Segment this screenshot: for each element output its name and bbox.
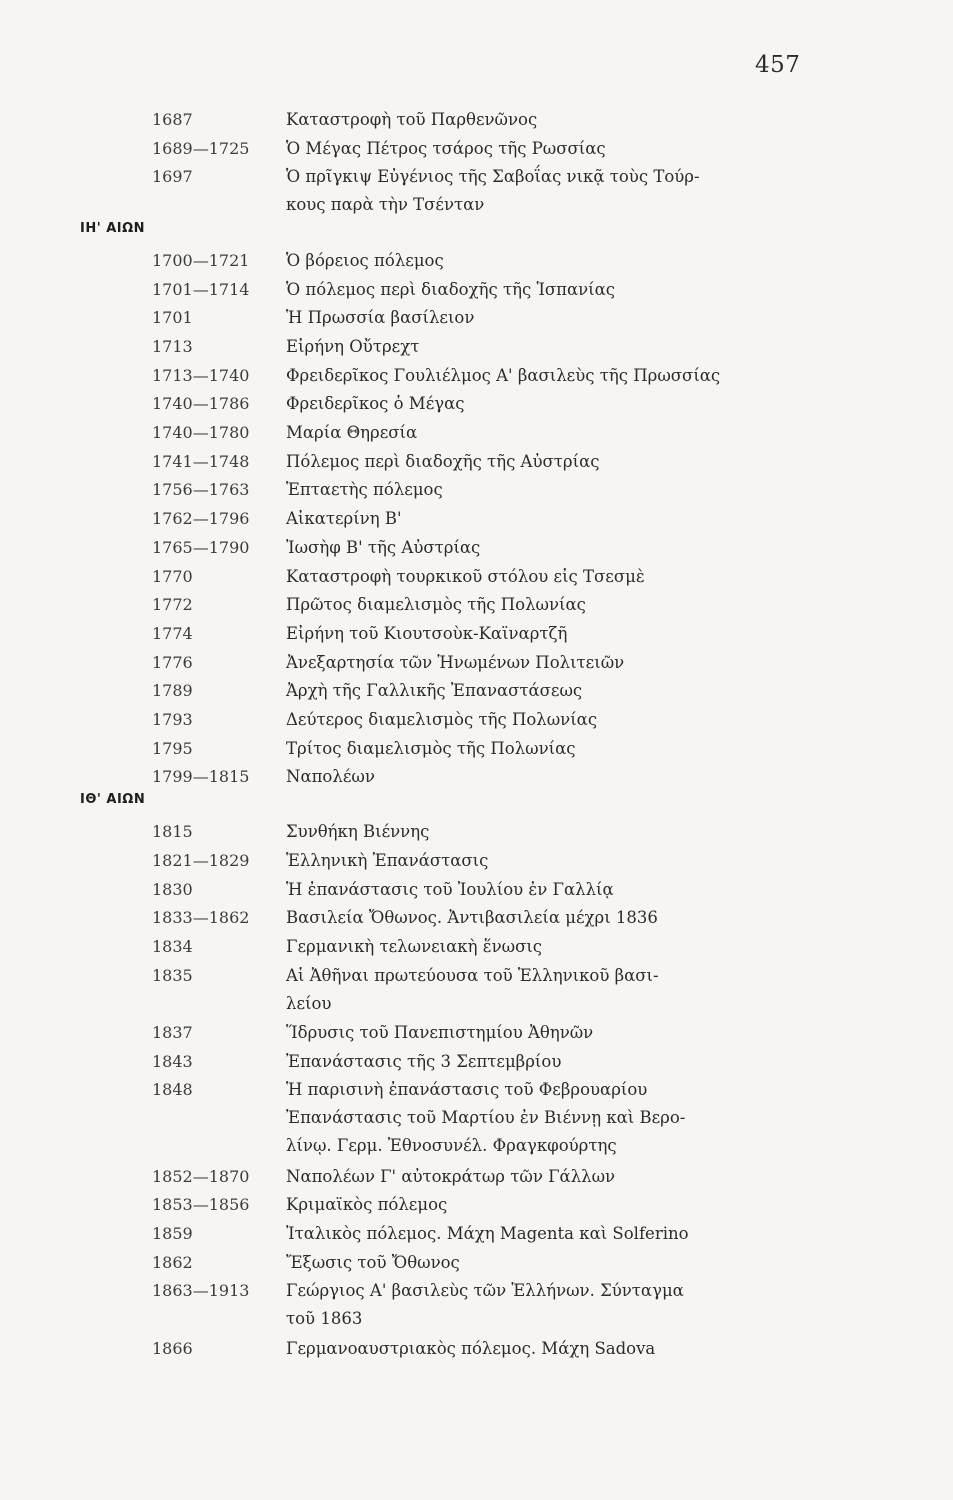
event-line: Γερμανικὴ τελωνειακὴ ἕνωσις: [286, 936, 543, 956]
entry-event: [286, 1191, 846, 1219]
event-line: Ἰταλικὸς πόλεμος. Μάχη Magenta καὶ Solferino: [286, 1223, 689, 1243]
entry-event: [286, 1249, 846, 1277]
event-line: Ἀρχὴ τῆς Γαλλικῆς Ἐπαναστάσεως: [286, 681, 583, 701]
entry-event: [286, 106, 846, 134]
entry-event: [286, 304, 846, 332]
entry-date: 1741—1748: [152, 451, 250, 471]
entry-event: [286, 247, 846, 275]
entry-date: 1776: [152, 652, 193, 672]
entry-event: [286, 620, 846, 648]
entry-event: [286, 1335, 846, 1363]
event-line: Καταστροφὴ τοῦ Παρθενῶνος: [286, 110, 538, 129]
entry-date: 1770: [152, 566, 193, 586]
entry-date: 1815: [152, 822, 193, 842]
entry-event: [286, 1076, 846, 1160]
entry-event: [286, 1277, 846, 1333]
event-line: Ἡ ἐπανάστασις τοῦ Ἰουλίου ἐν Γαλλίᾳ: [286, 879, 614, 899]
event-line: Ἵδρυσις τοῦ Πανεπιστημίου Ἀθηνῶν: [286, 1023, 594, 1042]
entry-event: [286, 276, 846, 304]
entry-date: 1862: [152, 1252, 193, 1272]
section-heading: ΙΗ' ΑΙΩΝ: [80, 220, 146, 236]
event-line: Ἐπανάστασις τῆς 3 Σεπτεμβρίου: [286, 1051, 562, 1071]
event-line: Ἰωσὴφ Β' τῆς Αὐστρίας: [286, 537, 481, 557]
event-line: Ἔξωσις τοῦ Ὄθωνος: [286, 1252, 460, 1272]
entry-date: 1762—1796: [152, 509, 250, 529]
entry-event: [286, 476, 846, 504]
event-line: Εἰρήνη Οὔτρεχτ: [286, 336, 420, 356]
entry-event: [286, 847, 846, 875]
entry-date: 1689—1725: [152, 138, 250, 158]
entry-date: 1687: [152, 110, 193, 129]
entry-event: [286, 448, 846, 476]
entry-date: 1700—1721: [152, 250, 250, 270]
entry-date: 1799—1815: [152, 767, 250, 787]
entry-event: [286, 1220, 846, 1248]
event-line: Αἰκατερίνη Β': [286, 509, 402, 529]
event-line: Ἑλληνικὴ Ἐπανάστασις: [286, 850, 489, 870]
event-line: Ἑπταετὴς πόλεμος: [286, 480, 443, 500]
entry-event: [286, 904, 846, 932]
entry-event: [286, 1048, 846, 1076]
entry-date: 1863—1913: [152, 1281, 250, 1301]
entry-event: [286, 876, 846, 904]
entry-event: [286, 933, 846, 961]
entry-date: 1740—1780: [152, 423, 250, 442]
section-heading: ΙΘ' ΑΙΩΝ: [80, 792, 146, 808]
entry-event: [286, 962, 846, 1018]
entry-date: 1833—1862: [152, 908, 250, 928]
entry-event: [286, 1019, 846, 1047]
entry-event: [286, 362, 846, 390]
event-line: Φρειδερῖκος Γουλιέλμος Α' βασιλεὺς τῆς Πρωσσίας: [286, 365, 721, 385]
entry-date: 1740—1786: [152, 394, 250, 414]
entry-date: 1853—1856: [152, 1195, 250, 1215]
event-line: Καταστροφὴ τουρκικοῦ στόλου εἰς Τσεσμὲ: [286, 566, 645, 586]
entry-event: [286, 706, 846, 734]
entry-date: 1789: [152, 681, 193, 701]
entry-date: 1701—1714: [152, 279, 250, 299]
event-line: Ὁ πόλεμος περὶ διαδοχῆς τῆς Ἱσπανίας: [286, 279, 616, 299]
entry-date: 1859: [152, 1223, 193, 1243]
event-line: κους παρὰ τὴν Τσένταν: [286, 195, 485, 215]
event-line: Ἡ Πρωσσία βασίλειον: [286, 308, 475, 328]
entry-date: 1835: [152, 965, 193, 985]
event-line: Ἐπανάστασις τοῦ Μαρτίου ἐν Βιέννῃ καὶ Βερο-: [286, 1108, 686, 1128]
event-line: Ἡ παρισινὴ ἐπανάστασις τοῦ Φεβρουαρίου: [286, 1080, 648, 1100]
entry-event: [286, 534, 846, 562]
entry-event: [286, 563, 846, 591]
entry-event: [286, 818, 846, 846]
event-line: λίνῳ. Γερμ. Ἐθνοσυνέλ. Φραγκφούρτης: [286, 1136, 617, 1156]
event-line: Ναπολέων: [286, 767, 375, 787]
event-line: Βασιλεία Ὄθωνος. Ἀντιβασιλεία μέχρι 1836: [286, 908, 658, 928]
entry-date: 1701: [152, 308, 193, 328]
entry-date: 1837: [152, 1023, 193, 1042]
event-line: Ἀνεξαρτησία τῶν Ἡνωμένων Πολιτειῶν: [286, 652, 625, 672]
event-line: Ὁ πρῖγκιψ Εὐγένιος τῆς Σαβοΐας νικᾷ τοὺς Τούρ-: [286, 167, 700, 187]
entry-date: 1713—1740: [152, 365, 250, 385]
event-line: Τρίτος διαμελισμὸς τῆς Πολωνίας: [286, 738, 576, 758]
event-line: Συνθήκη Βιέννης: [286, 822, 430, 842]
entry-date: 1772: [152, 595, 193, 615]
event-line: Ναπολέων Γ' αὐτοκράτωρ τῶν Γάλλων: [286, 1166, 616, 1186]
entry-event: [286, 163, 846, 219]
entry-event: [286, 649, 846, 677]
entry-event: [286, 419, 846, 447]
entry-date: 1866: [152, 1338, 193, 1358]
event-line: λείου: [286, 993, 332, 1013]
entry-date: 1830: [152, 879, 193, 899]
entry-date: 1793: [152, 710, 193, 729]
event-line: Κριμαϊκὸς πόλεμος: [286, 1195, 448, 1215]
entry-date: 1765—1790: [152, 537, 250, 557]
page-number: 457: [755, 52, 801, 78]
entry-event: [286, 735, 846, 763]
entry-date: 1821—1829: [152, 850, 250, 870]
entry-event: [286, 677, 846, 705]
entry-event: [286, 1163, 846, 1191]
entry-date: 1834: [152, 936, 193, 956]
event-line: Φρειδερῖκος ὁ Μέγας: [286, 394, 465, 414]
event-line: τοῦ 1863: [286, 1309, 363, 1329]
event-line: Ὁ Μέγας Πέτρος τσάρος τῆς Ρωσσίας: [286, 138, 606, 158]
event-line: Δεύτερος διαμελισμὸς τῆς Πολωνίας: [286, 710, 598, 729]
event-line: Ὁ βόρειος πόλεμος: [286, 250, 444, 270]
entry-date: 1848: [152, 1080, 193, 1100]
entry-event: [286, 135, 846, 163]
event-line: Αἱ Ἀθῆναι πρωτεύουσα τοῦ Ἑλληνικοῦ βασι-: [286, 965, 659, 985]
entry-event: [286, 390, 846, 418]
event-line: Πόλεμος περὶ διαδοχῆς τῆς Αὐστρίας: [286, 451, 600, 471]
event-line: Μαρία Θηρεσία: [286, 423, 418, 442]
event-line: Πρῶτος διαμελισμὸς τῆς Πολωνίας: [286, 595, 586, 615]
entry-event: [286, 505, 846, 533]
entry-event: [286, 763, 846, 791]
event-line: Γεώργιος Α' βασιλεὺς τῶν Ἑλλήνων. Σύνταγμα: [286, 1281, 684, 1301]
entry-date: 1713: [152, 336, 193, 356]
entry-date: 1756—1763: [152, 480, 250, 500]
entry-event: [286, 333, 846, 361]
entry-date: 1795: [152, 738, 193, 758]
entry-date: 1774: [152, 623, 193, 643]
entry-date: 1697: [152, 167, 193, 187]
entry-event: [286, 591, 846, 619]
event-line: Εἰρήνη τοῦ Κιουτσοὺκ-Καϊναρτζῆ: [286, 623, 568, 643]
event-line: Γερμανοαυστριακὸς πόλεμος. Μάχη Sadova: [286, 1338, 656, 1358]
entry-date: 1843: [152, 1051, 193, 1071]
entry-date: 1852—1870: [152, 1166, 250, 1186]
